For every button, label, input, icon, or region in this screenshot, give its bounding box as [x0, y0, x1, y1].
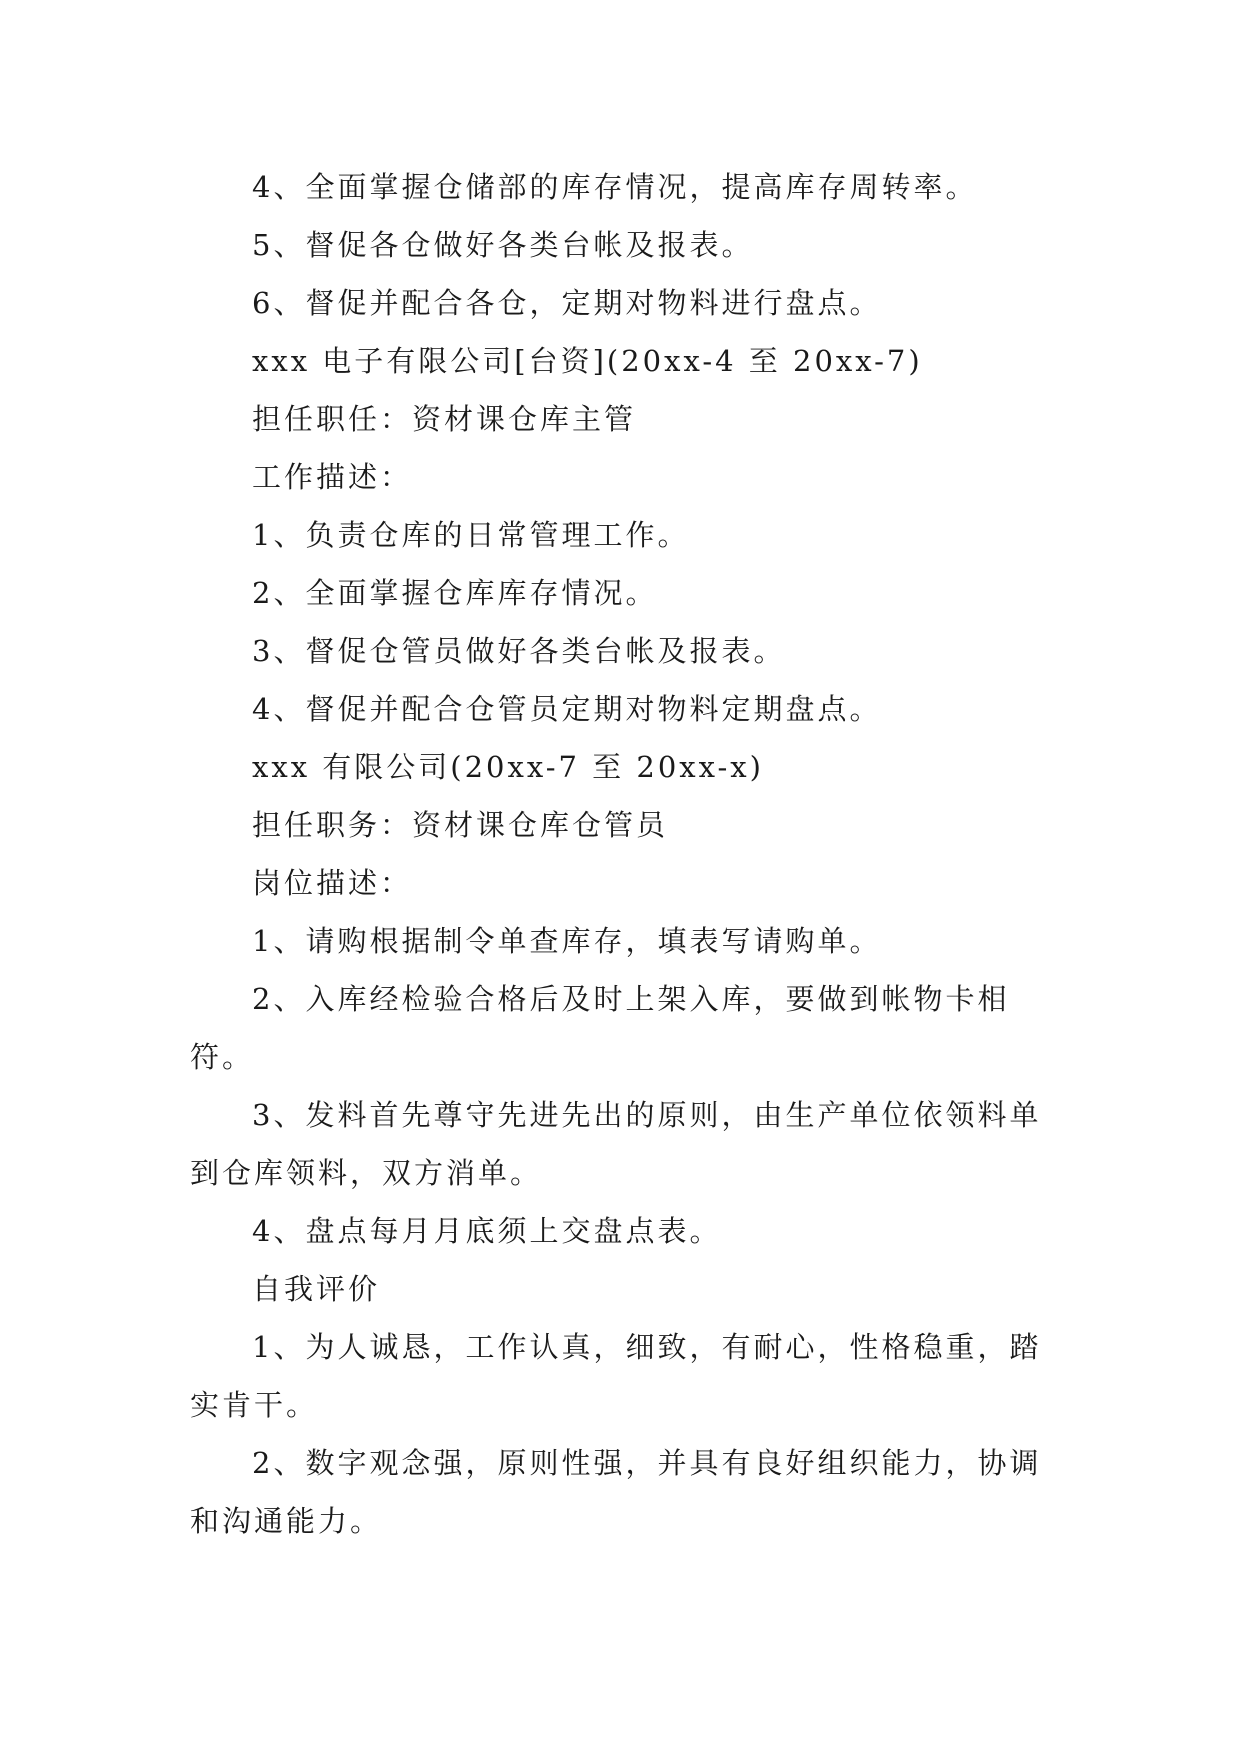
- section-label: 自我评价: [252, 1272, 381, 1306]
- paragraph: 4、盘点每月月底须上交盘点表。: [252, 1214, 722, 1248]
- paragraph: 2、全面掌握仓库库存情况。: [252, 576, 658, 610]
- paragraph: 1、请购根据制令单查库存，填表写请购单。: [252, 924, 882, 958]
- company-heading: xxx 电子有限公司[台资](20xx-4 至 20xx-7): [252, 344, 923, 378]
- paragraph: 4、督促并配合仓管员定期对物料定期盘点。: [252, 692, 882, 726]
- paragraph: 6、督促并配合各仓，定期对物料进行盘点。: [252, 286, 882, 320]
- position-line: 担任职务：资材课仓库仓管员: [252, 808, 669, 842]
- paragraph: 1、为人诚恳，工作认真，细致，有耐心，性格稳重，踏实肯干。: [190, 1330, 1042, 1422]
- paragraph: 1、负责仓库的日常管理工作。: [252, 518, 690, 552]
- paragraph: 5、督促各仓做好各类台帐及报表。: [252, 228, 754, 262]
- paragraph: 4、全面掌握仓储部的库存情况，提高库存周转率。: [252, 170, 978, 204]
- company-heading: xxx 有限公司(20xx-7 至 20xx-x): [252, 750, 764, 784]
- section-label: 工作描述：: [252, 460, 413, 494]
- paragraph: 3、发料首先尊守先进先出的原则，由生产单位依领料单到仓库领料，双方消单。: [190, 1098, 1042, 1190]
- position-line: 担任职任：资材课仓库主管: [252, 402, 637, 436]
- paragraph: 2、数字观念强，原则性强，并具有良好组织能力，协调和沟通能力。: [190, 1446, 1042, 1538]
- section-label: 岗位描述：: [252, 866, 413, 900]
- paragraph: 3、督促仓管员做好各类台帐及报表。: [252, 634, 786, 668]
- document-body: [190, 158, 1056, 1550]
- paragraph: 2、入库经检验合格后及时上架入库，要做到帐物卡相符。: [190, 982, 1010, 1074]
